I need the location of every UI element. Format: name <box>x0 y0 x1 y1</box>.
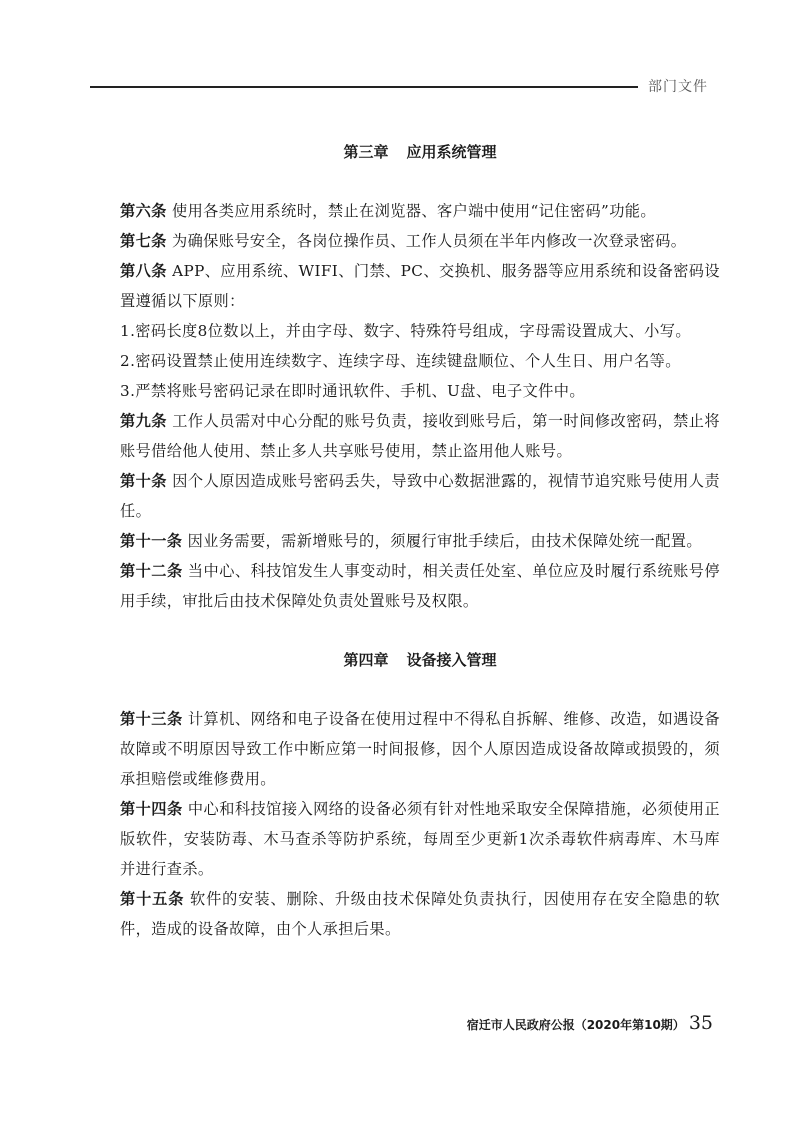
article-text: 当中心、科技馆发生人事变动时，相关责任处室、单位应及时履行系统账号停用手续，审批后由技术保障处负责处置账号及权限。 <box>120 562 720 610</box>
article-number: 第十一条 <box>120 532 183 550</box>
article-text: 因业务需要，需新增账号的，须履行审批手续后，由技术保障处统一配置。 <box>187 532 702 550</box>
principle-item: 2.密码设置禁止使用连续数字、连续字母、连续键盘顺位、个人生日、用户名等。 <box>120 352 681 370</box>
article <box>120 256 720 316</box>
article-text: 为确保账号安全，各岗位操作员、工作人员须在半年内修改一次登录密码。 <box>172 232 687 250</box>
article-text: 软件的安装、删除、升级由技术保障处负责执行，因使用存在安全隐患的软件，造成的设备故障，由个人承担后果。 <box>120 890 720 938</box>
article-number: 第十五条 <box>120 890 185 908</box>
article <box>120 226 720 256</box>
article-text: 工作人员需对中心分配的账号负责，接收到账号后，第一时间修改密码，禁止将账号借给他人使用、禁止多人共享账号使用，禁止盗用他人账号。 <box>120 412 721 460</box>
article-number: 第十二条 <box>120 562 183 580</box>
chapter-title: 设备接入管理 <box>406 651 497 669</box>
article <box>120 884 720 944</box>
page-footer <box>467 1012 713 1034</box>
article-text: APP、应用系统、WIFI、门禁、PC、交换机、服务器等应用系统和设备密码设置遵循以下原则： <box>120 262 721 310</box>
article <box>120 704 720 794</box>
article-number: 第十四条 <box>120 800 183 818</box>
article-text: 使用各类应用系统时，禁止在浏览器、客户端中使用“记住密码”功能。 <box>172 202 656 220</box>
chapter-number: 第三章 <box>343 143 389 161</box>
page-number: 35 <box>688 1012 713 1034</box>
section-label: 部门文件 <box>648 79 708 95</box>
article <box>120 196 720 226</box>
article-text: 因个人原因造成账号密码丢失，导致中心数据泄露的，视情节追究账号使用人责任。 <box>120 472 721 520</box>
article-number: 第九条 <box>120 412 167 430</box>
article-number: 第十三条 <box>120 710 183 728</box>
article <box>120 556 720 616</box>
chapter-heading <box>120 648 720 672</box>
article <box>120 526 720 556</box>
article <box>120 406 720 466</box>
article-text: 计算机、网络和电子设备在使用过程中不得私自拆解、维修、改造，如遇设备故障或不明原因导致工作中断应第一时间报修，因个人原因造成设备故障或损毁的，须承担赔偿或维修费用。 <box>120 710 720 788</box>
principle-item: 3.严禁将账号密码记录在即时通讯软件、手机、U盘、电子文件中。 <box>120 382 585 400</box>
article-number: 第八条 <box>120 262 167 280</box>
article-number: 第六条 <box>120 202 167 220</box>
principle-item: 1.密码长度8位数以上，并由字母、数字、特殊符号组成，字母需设置成大、小写。 <box>120 322 691 340</box>
article-text: 中心和科技馆接入网络的设备必须有针对性地采取安全保障措施，必须使用正版软件，安装防毒、木马查杀等防护系统，每周至少更新1次杀毒软件病毒库、木马库并进行查杀。 <box>120 800 720 878</box>
article-number: 第十条 <box>120 472 167 490</box>
article <box>120 794 720 884</box>
chapter-heading <box>120 140 720 164</box>
article <box>120 466 720 526</box>
document-body <box>120 140 720 944</box>
journal-title: 宿迁市人民政府公报（2020年第10期） <box>466 1018 685 1032</box>
chapter-number: 第四章 <box>343 651 389 669</box>
chapter-title: 应用系统管理 <box>406 143 497 161</box>
article-number: 第七条 <box>120 232 167 250</box>
header-rule <box>90 86 638 88</box>
